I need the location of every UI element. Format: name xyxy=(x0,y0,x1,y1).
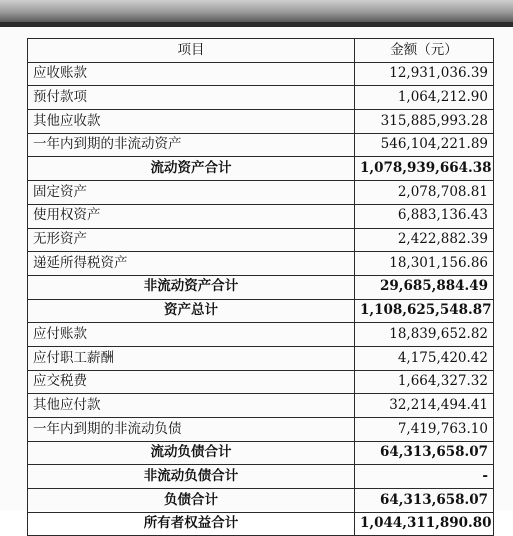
row-amount: 546,104,221.89 xyxy=(355,133,494,157)
balance-sheet-table xyxy=(27,38,494,536)
row-item-name: 流动负债合计 xyxy=(28,441,355,465)
row-amount: 1,078,939,664.38 xyxy=(355,157,494,181)
table-row xyxy=(28,252,494,276)
row-amount: 64,313,658.07 xyxy=(355,441,494,465)
table-row xyxy=(28,62,494,86)
row-amount: 1,064,212.90 xyxy=(355,86,494,110)
table-row xyxy=(28,228,494,252)
row-item-name: 其他应付款 xyxy=(28,394,355,418)
row-amount: 32,214,494.41 xyxy=(355,394,494,418)
header-item: 项目 xyxy=(28,39,355,63)
row-amount: 7,419,763.10 xyxy=(355,418,494,442)
row-item-name: 其他应收款 xyxy=(28,110,355,134)
row-amount: 6,883,136.43 xyxy=(355,204,494,228)
row-item-name: 递延所得税资产 xyxy=(28,252,355,276)
row-amount: 1,044,311,890.80 xyxy=(355,512,494,536)
row-amount: 18,839,652.82 xyxy=(355,323,494,347)
row-item-name: 应付账款 xyxy=(28,323,355,347)
row-item-name: 流动资产合计 xyxy=(28,157,355,181)
table-row xyxy=(28,394,494,418)
table-row xyxy=(28,489,494,513)
scan-top-shadow xyxy=(0,0,513,22)
row-item-name: 非流动负债合计 xyxy=(28,465,355,489)
row-amount: 64,313,658.07 xyxy=(355,489,494,513)
row-amount: 12,931,036.39 xyxy=(355,62,494,86)
row-amount: 29,685,884.49 xyxy=(355,275,494,299)
header-amount: 金额（元） xyxy=(355,39,494,63)
row-item-name: 无形资产 xyxy=(28,228,355,252)
row-amount: 2,078,708.81 xyxy=(355,181,494,205)
table-row xyxy=(28,133,494,157)
table-row xyxy=(28,86,494,110)
table-row xyxy=(28,299,494,323)
table-row xyxy=(28,346,494,370)
row-amount: 18,301,156.86 xyxy=(355,252,494,276)
row-item-name: 使用权资产 xyxy=(28,204,355,228)
row-item-name: 所有者权益合计 xyxy=(28,512,355,536)
row-item-name: 一年内到期的非流动负债 xyxy=(28,418,355,442)
row-amount: - xyxy=(355,465,494,489)
row-item-name: 预付款项 xyxy=(28,86,355,110)
table-header-row xyxy=(28,39,494,63)
table-row xyxy=(28,181,494,205)
row-item-name: 固定资产 xyxy=(28,181,355,205)
row-item-name: 一年内到期的非流动资产 xyxy=(28,133,355,157)
row-amount: 2,422,882.39 xyxy=(355,228,494,252)
table-row xyxy=(28,512,494,536)
table-row xyxy=(28,441,494,465)
row-amount: 4,175,420.42 xyxy=(355,346,494,370)
row-item-name: 应收账款 xyxy=(28,62,355,86)
table-row xyxy=(28,275,494,299)
row-amount: 1,108,625,548.87 xyxy=(355,299,494,323)
table-row xyxy=(28,110,494,134)
table-row xyxy=(28,418,494,442)
row-item-name: 应付职工薪酬 xyxy=(28,346,355,370)
table-row xyxy=(28,370,494,394)
row-item-name: 资产总计 xyxy=(28,299,355,323)
row-item-name: 应交税费 xyxy=(28,370,355,394)
table-row xyxy=(28,465,494,489)
table-row xyxy=(28,323,494,347)
row-item-name: 非流动资产合计 xyxy=(28,275,355,299)
table-row xyxy=(28,204,494,228)
row-amount: 1,664,327.32 xyxy=(355,370,494,394)
table-row xyxy=(28,157,494,181)
row-item-name: 负债合计 xyxy=(28,489,355,513)
row-amount: 315,885,993.28 xyxy=(355,110,494,134)
table-body xyxy=(28,62,494,536)
